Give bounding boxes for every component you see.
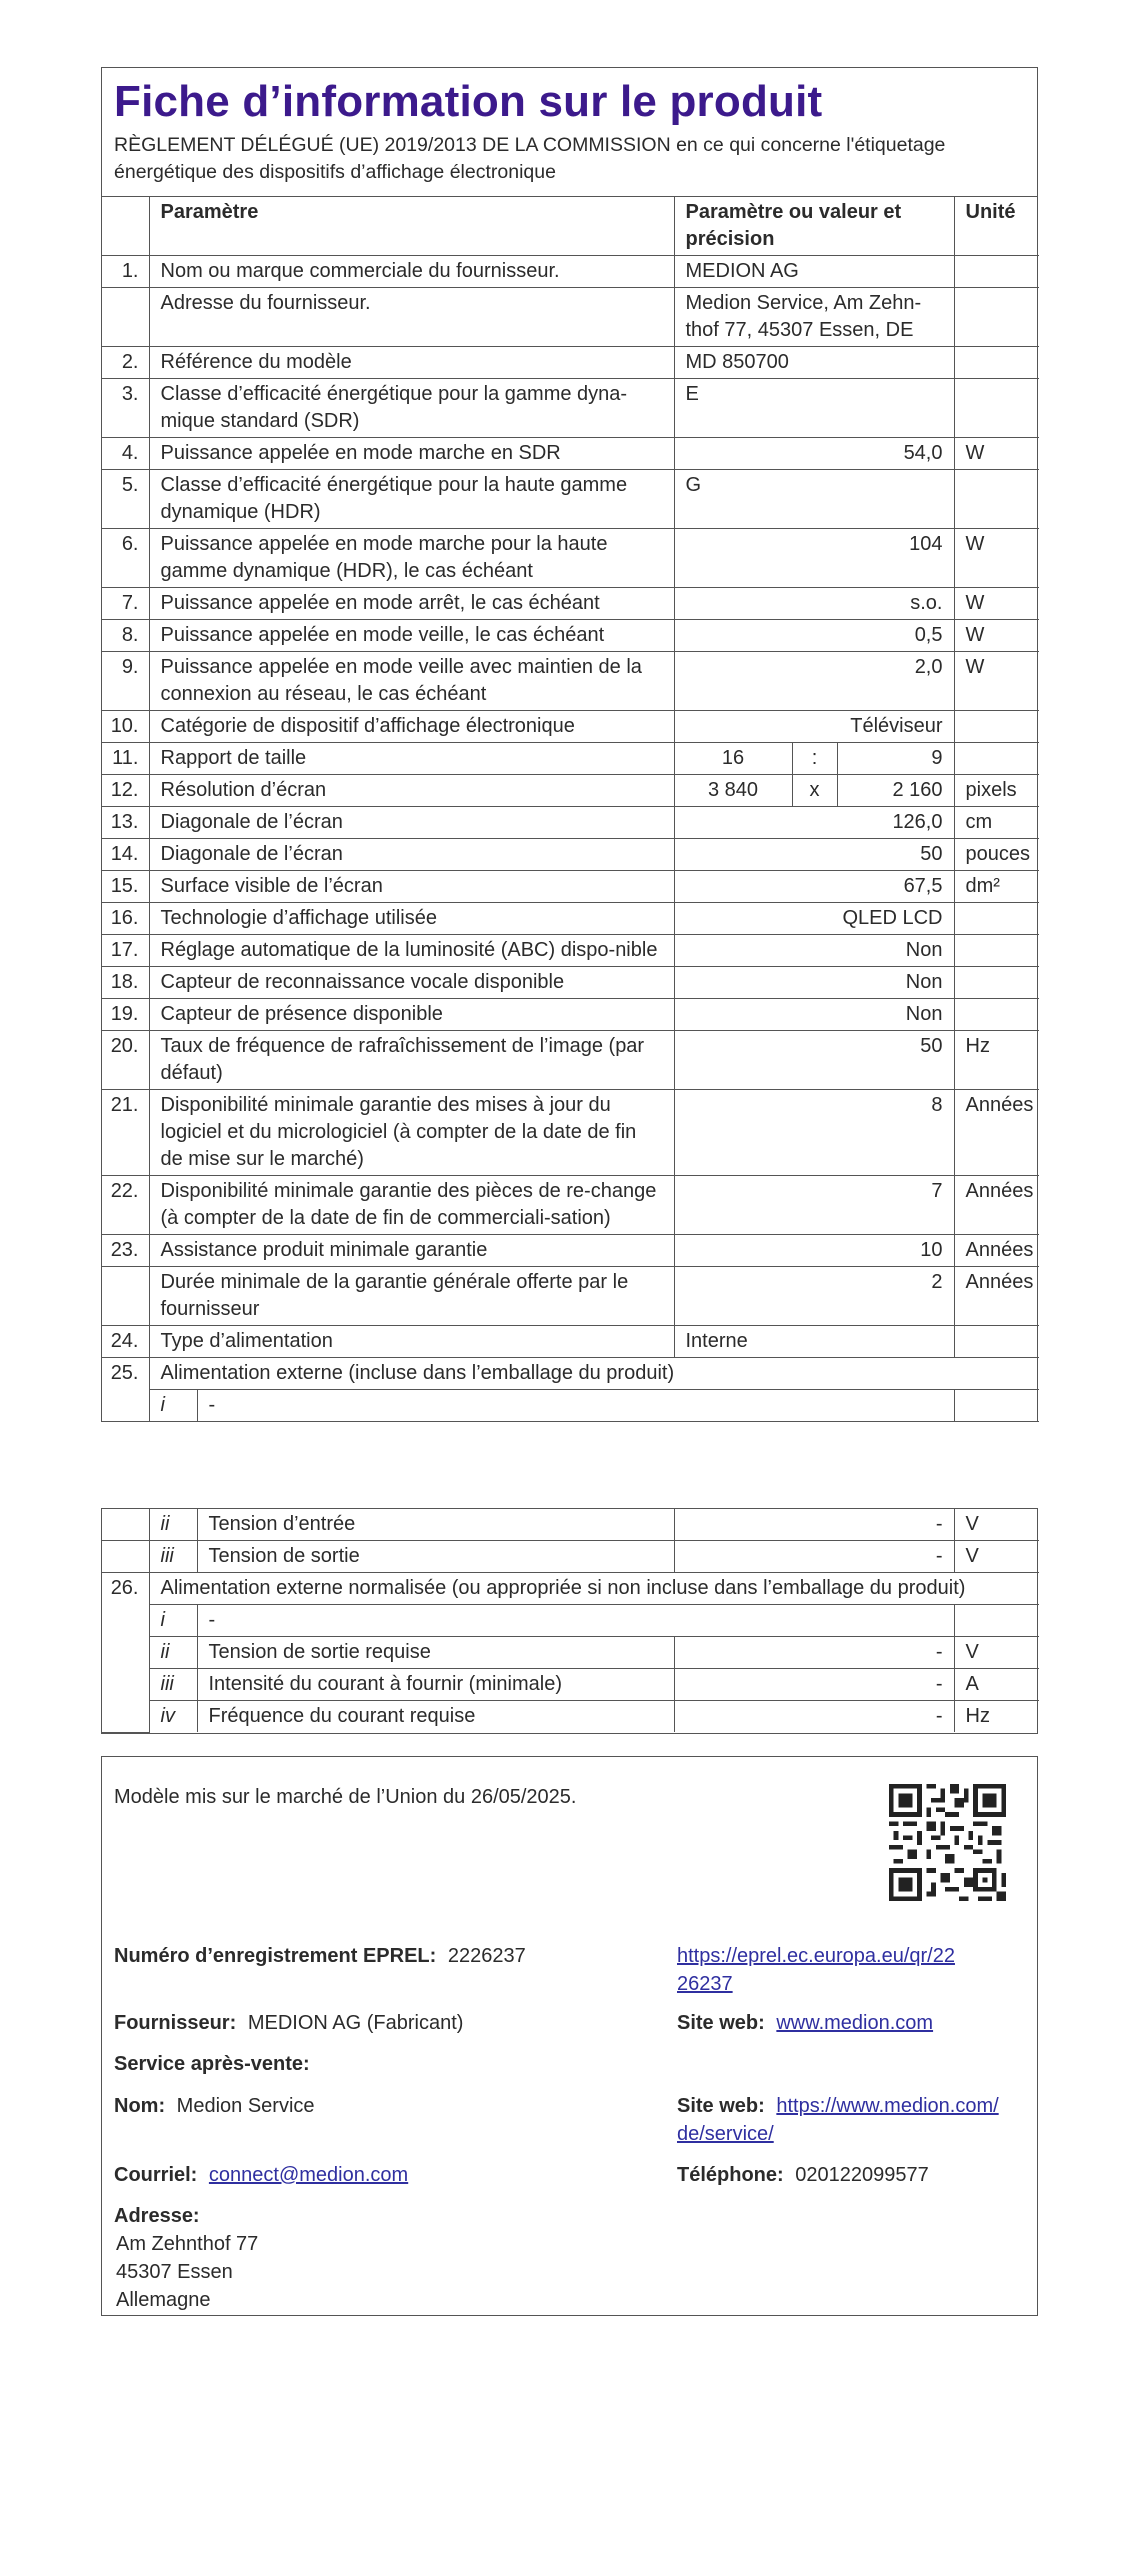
table-row (102, 379, 1039, 438)
row-parameter: Surface visible de l’écran (149, 871, 674, 903)
table-row (102, 1090, 1039, 1176)
service-site-line (677, 2092, 999, 2148)
row-number: 18. (102, 967, 149, 999)
row-unit (954, 1326, 1039, 1358)
service-site-link-line1[interactable]: https://www.medion.com/ (776, 2095, 999, 2117)
row-value: 104 (674, 529, 954, 588)
table-row (102, 1509, 1039, 1541)
row-value: - (674, 1701, 954, 1733)
row-value: 67,5 (674, 871, 954, 903)
regulation-subtitle: RÈGLEMENT DÉLÉGUÉ (UE) 2019/2013 DE LA COMMISSION en ce qui concerne l'étiquetage énergétique des dispositifs d’affichage électronique (114, 134, 946, 183)
row-unit (954, 903, 1039, 935)
table-row (102, 1573, 1039, 1605)
row-unit: V (954, 1637, 1039, 1669)
row-parameter: Type d’alimentation (149, 1326, 674, 1358)
row-value: 2,0 (674, 652, 954, 711)
table-row (102, 1235, 1039, 1267)
service-name-line (114, 2092, 315, 2120)
table-header-row (102, 197, 1039, 256)
table-row (102, 470, 1039, 529)
row-value: 2 (674, 1267, 954, 1326)
address-line-3: Allemagne (116, 2289, 211, 2311)
row-number: 11. (102, 743, 149, 775)
phone-value: 020122099577 (795, 2164, 929, 2186)
row-value: Non (674, 999, 954, 1031)
eprel-registration (114, 1942, 526, 1970)
row-value: 10 (674, 1235, 954, 1267)
table-row (102, 1701, 1039, 1733)
table-row (102, 839, 1039, 871)
table-row (102, 807, 1039, 839)
row-unit: Années (954, 1267, 1039, 1326)
row-parameter: Puissance appelée en mode marche pour la haute gamme dynamique (HDR), le cas échéant (149, 529, 674, 588)
row-unit (954, 711, 1039, 743)
eprel-link[interactable] (677, 1942, 955, 1998)
row-number: 26. (102, 1573, 149, 1733)
table-row (102, 588, 1039, 620)
ratio-separator: : (792, 743, 837, 775)
row-value: s.o. (674, 588, 954, 620)
row-unit: V (954, 1509, 1039, 1541)
resolution-height: 2 160 (837, 775, 954, 807)
row-number: 6. (102, 529, 149, 588)
row-parameter: Capteur de présence disponible (149, 999, 674, 1031)
table-row (102, 903, 1039, 935)
supplier-value: MEDION AG (Fabricant) (247, 2012, 464, 2034)
supplier-label: Fournisseur: (114, 2012, 237, 2034)
table-row (102, 775, 1039, 807)
table-row (102, 652, 1039, 711)
row-unit: V (954, 1541, 1039, 1573)
row-value: - (674, 1669, 954, 1701)
row-unit: A (954, 1669, 1039, 1701)
eprel-label: Numéro d’enregistrement EPREL: (114, 1945, 437, 1967)
eprel-link-line1[interactable]: https://eprel.ec.europa.eu/qr/22 (677, 1945, 955, 1967)
row-parameter: Technologie d’affichage utilisée (149, 903, 674, 935)
ratio-height: 9 (837, 743, 954, 775)
table-row (102, 256, 1039, 288)
table-row (102, 1326, 1039, 1358)
sub-number: iii (149, 1669, 197, 1701)
resolution-separator: x (792, 775, 837, 807)
website-label: Site web: (677, 2012, 765, 2034)
supplier-info-box (101, 1756, 1038, 2316)
row-parameter: Fréquence du courant requise (197, 1701, 674, 1733)
table-row (102, 1390, 1039, 1422)
qr-code-icon[interactable] (889, 1784, 1006, 1901)
row-value: QLED LCD (674, 903, 954, 935)
service-site-link-line2[interactable]: de/service/ (677, 2123, 774, 2145)
row-value: 8 (674, 1090, 954, 1176)
ratio-width: 16 (674, 743, 792, 775)
row-unit: Années (954, 1235, 1039, 1267)
row-parameter: Classe d’efficacité énergétique pour la gamme dyna-mique standard (SDR) (149, 379, 674, 438)
sub-number: ii (149, 1637, 197, 1669)
row-unit: pouces (954, 839, 1039, 871)
row-number: 19. (102, 999, 149, 1031)
row-parameter: Disponibilité minimale garantie des mises à jour du logiciel et du micrologiciel (à compter de la date de fin de mise sur le marché) (149, 1090, 674, 1176)
row-unit (954, 288, 1039, 347)
row-unit (954, 935, 1039, 967)
email-label: Courriel: (114, 2164, 198, 2186)
row-number: 17. (102, 935, 149, 967)
header-parameter: Paramètre (149, 197, 674, 256)
row-parameter: Puissance appelée en mode veille avec maintien de la connexion au réseau, le cas échéant (149, 652, 674, 711)
row-value: - (674, 1509, 954, 1541)
table-row (102, 1669, 1039, 1701)
row-parameter: Disponibilité minimale garantie des pièces de re-change (à compter de la date de fin de commerciali-sation) (149, 1176, 674, 1235)
row-parameter: Tension de sortie (197, 1541, 674, 1573)
row-number: 15. (102, 871, 149, 903)
supplier-line (114, 2009, 463, 2037)
row-number: 20. (102, 1031, 149, 1090)
table-row (102, 1031, 1039, 1090)
table-row (102, 871, 1039, 903)
row-value: 50 (674, 839, 954, 871)
parameters-table-continued (101, 1508, 1038, 1734)
name-value: Medion Service (176, 2095, 315, 2117)
table-row (102, 1176, 1039, 1235)
service-site-label: Site web: (677, 2095, 765, 2117)
row-number: 1. (102, 256, 149, 288)
row-number: 4. (102, 438, 149, 470)
row-value: - (674, 1541, 954, 1573)
row-value: 54,0 (674, 438, 954, 470)
sub-number: i (149, 1605, 197, 1637)
email-line (114, 2161, 408, 2189)
row-unit: W (954, 438, 1039, 470)
sub-number: i (149, 1390, 197, 1422)
row-value: 50 (674, 1031, 954, 1090)
row-parameter: Capteur de reconnaissance vocale disponible (149, 967, 674, 999)
row-unit (954, 256, 1039, 288)
row-unit: Hz (954, 1031, 1039, 1090)
sub-number: ii (149, 1509, 197, 1541)
address-block (114, 2202, 258, 2314)
table-row (102, 743, 1039, 775)
table-row (102, 1637, 1039, 1669)
row-value: Interne (674, 1326, 954, 1358)
row-unit (954, 347, 1039, 379)
product-information-sheet (101, 67, 1038, 1422)
sub-number: iii (149, 1541, 197, 1573)
table-row (102, 935, 1039, 967)
row-number: 12. (102, 775, 149, 807)
row-parameter: Réglage automatique de la luminosité (ABC) dispo-nible (149, 935, 674, 967)
row-number: 16. (102, 903, 149, 935)
row-parameter: Intensité du courant à fournir (minimale) (197, 1669, 674, 1701)
row-number: 3. (102, 379, 149, 438)
website-line (677, 2009, 933, 2037)
row-number (102, 1267, 149, 1326)
row-parameter: - (197, 1390, 954, 1422)
eprel-number: 2226237 (447, 1945, 526, 1967)
row-value: 0,5 (674, 620, 954, 652)
address-line-2: 45307 Essen (116, 2261, 233, 2283)
row-number: 5. (102, 470, 149, 529)
row-unit: Années (954, 1176, 1039, 1235)
table-row (102, 1541, 1039, 1573)
row-unit (954, 379, 1039, 438)
row-parameter: Rapport de taille (149, 743, 674, 775)
address-label: Adresse: (114, 2205, 200, 2227)
name-label: Nom: (114, 2095, 166, 2117)
row-parameter: Taux de fréquence de rafraîchissement de l’image (par défaut) (149, 1031, 674, 1090)
row-unit: W (954, 588, 1039, 620)
row-number: 21. (102, 1090, 149, 1176)
email-link[interactable]: connect@medion.com (208, 2164, 409, 2186)
row-value: Non (674, 967, 954, 999)
row-unit: cm (954, 807, 1039, 839)
row-unit: W (954, 652, 1039, 711)
row-value: E (674, 379, 954, 438)
eprel-link-line2[interactable]: 26237 (677, 1973, 733, 1995)
row-unit: W (954, 620, 1039, 652)
table-row (102, 967, 1039, 999)
row-unit (954, 967, 1039, 999)
table-row (102, 711, 1039, 743)
row-parameter: Diagonale de l’écran (149, 807, 674, 839)
row-number: 23. (102, 1235, 149, 1267)
header-value: Paramètre ou valeur et précision (674, 197, 954, 256)
row-value: 126,0 (674, 807, 954, 839)
parameters-table (102, 197, 1039, 1422)
table-row (102, 999, 1039, 1031)
table-row (102, 288, 1039, 347)
row-value: 7 (674, 1176, 954, 1235)
row-unit: pixels (954, 775, 1039, 807)
phone-line (677, 2161, 929, 2189)
row-parameter: Diagonale de l’écran (149, 839, 674, 871)
page-title: Fiche d’information sur le produit (114, 77, 823, 126)
row-number: 9. (102, 652, 149, 711)
row-parameter: Durée minimale de la garantie générale offerte par le fournisseur (149, 1267, 674, 1326)
header-unit: Unité (954, 197, 1039, 256)
row-unit: dm² (954, 871, 1039, 903)
row-unit: Hz (954, 1701, 1039, 1733)
table-row (102, 1358, 1039, 1390)
market-date: Modèle mis sur le marché de l’Union du 26/05/2025. (114, 1786, 577, 1808)
row-parameter: Résolution d’écran (149, 775, 674, 807)
table-row (102, 438, 1039, 470)
table-row (102, 529, 1039, 588)
row-value: MD 850700 (674, 347, 954, 379)
row-number: 2. (102, 347, 149, 379)
table-row (102, 347, 1039, 379)
row-number (102, 288, 149, 347)
aftersales-heading: Service après-vente: (114, 2053, 310, 2075)
resolution-width: 3 840 (674, 775, 792, 807)
table-row (102, 620, 1039, 652)
row-parameter: Tension de sortie requise (197, 1637, 674, 1669)
row-parameter: Puissance appelée en mode marche en SDR (149, 438, 674, 470)
row-unit (954, 470, 1039, 529)
row-parameter: Tension d’entrée (197, 1509, 674, 1541)
row-number: 7. (102, 588, 149, 620)
row-value: Medion Service, Am Zehn-thof 77, 45307 Essen, DE (674, 288, 954, 347)
row-parameter: Assistance produit minimale garantie (149, 1235, 674, 1267)
row-value: G (674, 470, 954, 529)
phone-label: Téléphone: (677, 2164, 784, 2186)
row-parameter: Puissance appelée en mode arrêt, le cas échéant (149, 588, 674, 620)
row-unit (954, 999, 1039, 1031)
sub-number: iv (149, 1701, 197, 1733)
table-row (102, 1605, 1039, 1637)
row-number: 14. (102, 839, 149, 871)
row-parameter: Adresse du fournisseur. (149, 288, 674, 347)
row-number: 25. (102, 1358, 149, 1422)
row-number: 24. (102, 1326, 149, 1358)
row-number: 22. (102, 1176, 149, 1235)
website-link[interactable]: www.medion.com (776, 2012, 934, 2034)
row-parameter: Puissance appelée en mode veille, le cas échéant (149, 620, 674, 652)
row-unit: Années (954, 1090, 1039, 1176)
row-number: 10. (102, 711, 149, 743)
row-parameter: Nom ou marque commerciale du fournisseur. (149, 256, 674, 288)
row-parameter: Catégorie de dispositif d’affichage électronique (149, 711, 674, 743)
title-block (102, 68, 1037, 197)
row-unit (954, 743, 1039, 775)
row-parameter: Référence du modèle (149, 347, 674, 379)
row-number: 8. (102, 620, 149, 652)
row-number: 13. (102, 807, 149, 839)
row-parameter: - (197, 1605, 954, 1637)
table-row (102, 1267, 1039, 1326)
row-value: MEDION AG (674, 256, 954, 288)
parameters-table-part-2 (102, 1509, 1039, 1733)
row-unit: W (954, 529, 1039, 588)
row-value: Téléviseur (674, 711, 954, 743)
row-parameter: Classe d’efficacité énergétique pour la haute gamme dynamique (HDR) (149, 470, 674, 529)
address-line-1: Am Zehnthof 77 (116, 2233, 259, 2255)
row-parameter: Alimentation externe normalisée (ou appropriée si non incluse dans l’emballage du produit) (149, 1573, 1039, 1605)
row-parameter: Alimentation externe (incluse dans l’emballage du produit) (149, 1358, 1039, 1390)
row-value: - (674, 1637, 954, 1669)
row-value: Non (674, 935, 954, 967)
